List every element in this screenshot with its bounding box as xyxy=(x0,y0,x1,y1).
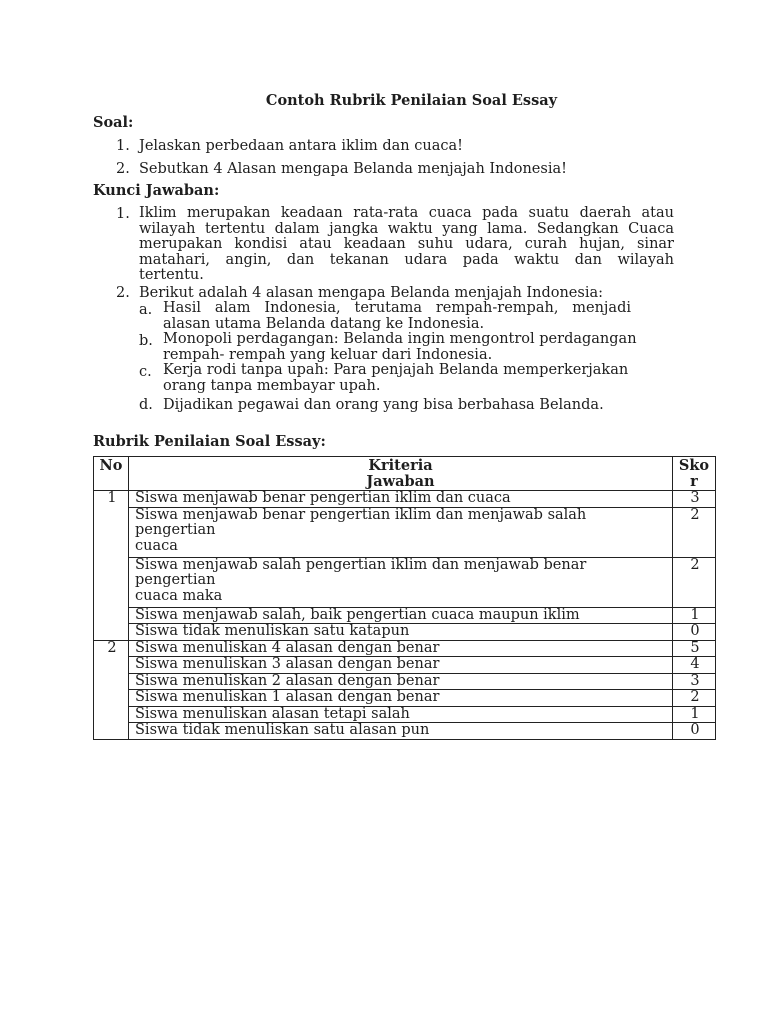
table-row xyxy=(94,640,716,657)
kriteria-line: Siswa menjawab benar pengertian iklim dan cuaca xyxy=(135,490,511,506)
table-row xyxy=(94,657,716,674)
kriteria-cell xyxy=(129,491,673,508)
document-title: Contoh Rubrik Penilaian Soal Essay xyxy=(265,92,558,109)
kriteria-cell xyxy=(129,557,673,607)
header-kriteria-line: Jawaban xyxy=(366,472,435,490)
subitem-line: alasan utama Belanda datang ke Indonesia. xyxy=(163,315,485,332)
kunci-item-number: 2. xyxy=(116,285,130,301)
kriteria-cell xyxy=(129,706,673,723)
paragraph-line: matahari, angin, dan tekanan udara pada waktu dan wilayah xyxy=(139,251,674,268)
subitem-line: Hasil alam Indonesia, terutama rempah-rempah, menjadi xyxy=(163,300,631,316)
kunci-item-paragraph xyxy=(139,206,674,284)
skor-cell: 1 xyxy=(673,607,716,624)
subitem-line: rempah- rempah yang keluar dari Indonesia. xyxy=(163,346,493,363)
rubric-table xyxy=(93,456,716,740)
soal-item-text: Jelaskan perbedaan antara iklim dan cuaca! xyxy=(139,138,463,154)
paragraph-line: merupakan kondisi atau keadaan suhu udara, curah hujan, sinar xyxy=(139,236,674,252)
kunci-heading: Kunci Jawaban: xyxy=(93,182,220,199)
soal-item-number: 1. xyxy=(116,138,130,154)
kriteria-line: Siswa menjawab salah pengertian iklim dan menjawab benar xyxy=(135,556,587,573)
header-kriteria-line: Kriteria xyxy=(368,457,433,474)
kunci-item-number: 1. xyxy=(116,206,130,222)
table-row xyxy=(94,690,716,707)
paragraph-line: wilayah tertentu dalam jangka waktu yang lama. Sedangkan Cuaca xyxy=(139,220,674,237)
kriteria-cell xyxy=(129,624,673,641)
table-row xyxy=(94,607,716,624)
header-skor-line: r xyxy=(690,472,698,490)
skor-cell: 0 xyxy=(673,624,716,641)
kriteria-cell xyxy=(129,607,673,624)
table-header-row xyxy=(94,457,716,491)
kunci-item-intro: Berikut adalah 4 alasan mengapa Belanda menjajah Indonesia: xyxy=(139,285,603,301)
row-number: 1 xyxy=(94,491,129,641)
kriteria-line: Siswa menuliskan 1 alasan dengan benar xyxy=(135,689,440,705)
kriteria-line: pengertian xyxy=(135,572,216,588)
kriteria-line: Siswa menuliskan 3 alasan dengan benar xyxy=(135,656,440,672)
subitem-text xyxy=(163,332,683,363)
kriteria-line: Siswa tidak menuliskan satu alasan pun xyxy=(135,722,430,738)
header-kriteria xyxy=(129,457,673,491)
soal-item-text: Sebutkan 4 Alasan mengapa Belanda menjajah Indonesia! xyxy=(139,161,567,177)
subitem-letter: a. xyxy=(139,302,153,318)
kriteria-line: Siswa menjawab benar pengertian iklim dan menjawab salah xyxy=(135,506,587,523)
table-row xyxy=(94,557,716,607)
skor-cell: 0 xyxy=(673,723,716,740)
header-skor xyxy=(673,457,716,491)
table-row xyxy=(94,673,716,690)
kriteria-cell xyxy=(129,507,673,557)
kriteria-line: Siswa menuliskan 2 alasan dengan benar xyxy=(135,672,440,689)
table-row xyxy=(94,706,716,723)
skor-cell: 2 xyxy=(673,507,716,557)
skor-cell: 3 xyxy=(673,673,716,690)
skor-cell: 4 xyxy=(673,657,716,674)
kriteria-line: cuaca xyxy=(135,537,178,554)
header-skor-line: Sko xyxy=(678,457,710,474)
kriteria-line: cuaca maka xyxy=(135,587,223,604)
subitem-letter: b. xyxy=(139,333,153,349)
subitem-letter: c. xyxy=(139,364,152,380)
skor-cell: 5 xyxy=(673,640,716,657)
subitem-line: Kerja rodi tanpa upah: Para penjajah Belanda memperkerjakan xyxy=(163,362,629,378)
paragraph-line: Iklim merupakan keadaan rata-rata cuaca pada suatu daerah atau xyxy=(139,205,674,221)
kriteria-cell xyxy=(129,673,673,690)
kriteria-line: Siswa menuliskan 4 alasan dengan benar xyxy=(135,639,440,656)
kriteria-line: Siswa tidak menuliskan satu katapun xyxy=(135,623,410,639)
subitem-text xyxy=(163,301,631,332)
table-row xyxy=(94,723,716,740)
kriteria-cell xyxy=(129,657,673,674)
kriteria-line: Siswa menjawab salah, baik pengertian cuaca maupun iklim xyxy=(135,606,580,623)
skor-cell: 1 xyxy=(673,706,716,723)
header-no: No xyxy=(94,457,129,491)
kriteria-line: Siswa menuliskan alasan tetapi salah xyxy=(135,705,410,722)
kriteria-line: pengertian xyxy=(135,522,216,538)
subitem-line: Monopoli perdagangan: Belanda ingin mengontrol perdagangan xyxy=(163,331,637,347)
soal-item-number: 2. xyxy=(116,161,130,177)
kriteria-cell xyxy=(129,640,673,657)
rubrik-heading: Rubrik Penilaian Soal Essay: xyxy=(93,433,326,450)
table-row xyxy=(94,491,716,508)
skor-cell: 2 xyxy=(673,557,716,607)
kriteria-cell xyxy=(129,723,673,740)
skor-cell: 3 xyxy=(673,491,716,508)
row-number: 2 xyxy=(94,640,129,739)
table-row xyxy=(94,624,716,641)
subitem-letter: d. xyxy=(139,397,153,413)
subitem-line: Dijadikan pegawai dan orang yang bisa berbahasa Belanda. xyxy=(163,397,604,413)
paragraph-line: tertentu. xyxy=(139,267,204,283)
table-row xyxy=(94,507,716,557)
kriteria-cell xyxy=(129,690,673,707)
subitem-text xyxy=(163,363,683,394)
skor-cell: 2 xyxy=(673,690,716,707)
soal-heading: Soal: xyxy=(93,114,134,131)
subitem-line: orang tanpa membayar upah. xyxy=(163,377,381,394)
